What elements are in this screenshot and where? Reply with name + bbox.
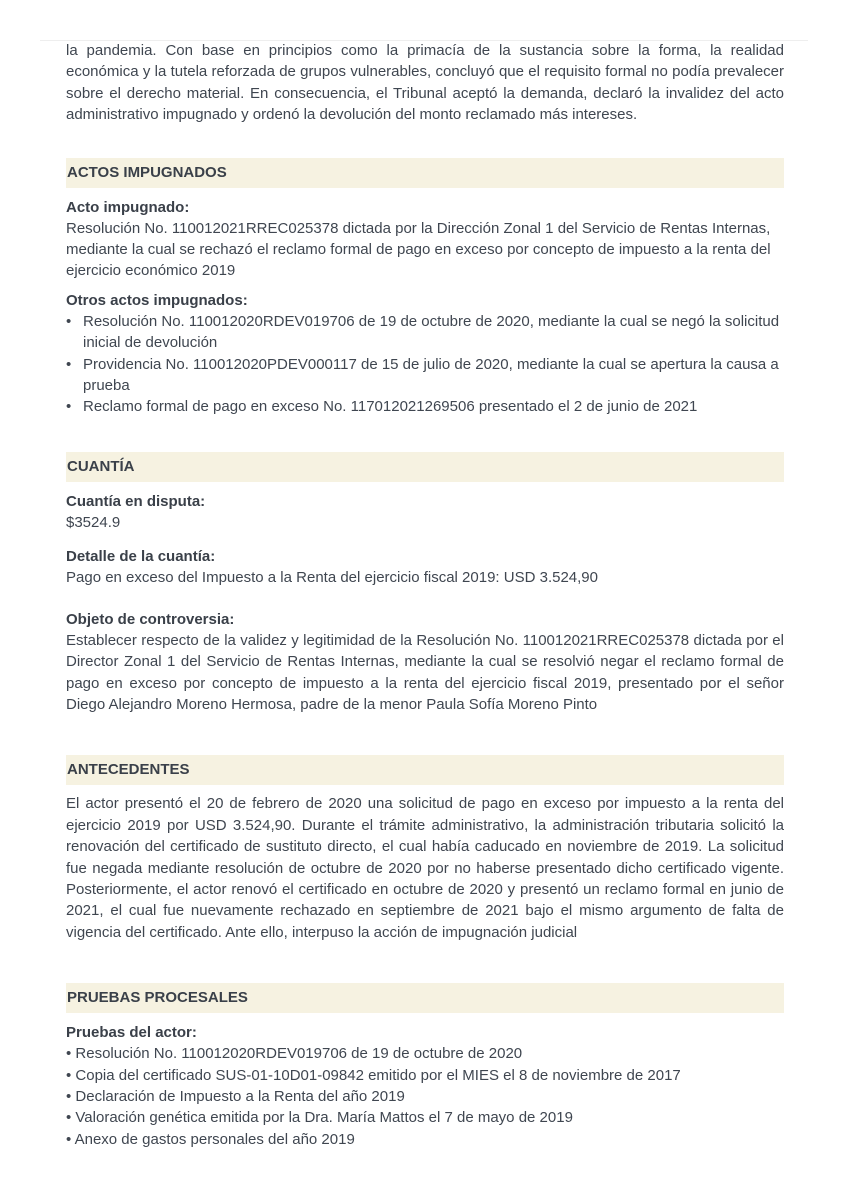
otros-actos-list	[66, 311, 784, 418]
intro-paragraph: la pandemia. Con base en principios como la primacía de la sustancia sobre la forma, la realidad económica y la tutela reforzada de grupos vulnerables, concluyó que el requisito formal no podía prevalecer sobre el derecho material. En consecuencia, el Tribunal aceptó la demanda, declaró la invalidez del acto administrativo impugnado y ordenó la devolución del monto reclamado más intereses.	[66, 42, 784, 124]
pruebas-actor-list	[66, 1043, 784, 1150]
detalle-cuantia-text: Pago en exceso del Impuesto a la Renta del ejercicio fiscal 2019: USD 3.524,90	[66, 569, 598, 587]
document-content	[66, 40, 784, 1150]
section-pruebas-heading: PRUEBAS PROCESALES	[66, 983, 784, 1013]
section-actos-heading: ACTOS IMPUGNADOS	[66, 158, 784, 188]
section-antecedentes-heading: ANTECEDENTES	[66, 755, 784, 785]
section-cuantia-heading: CUANTÍA	[66, 452, 784, 482]
cuantia-disputa-label: Cuantía en disputa:	[66, 492, 206, 510]
pruebas-actor-label: Pruebas del actor:	[66, 1024, 197, 1042]
acto-impugnado-text: Resolución No. 110012021RREC025378 dictada por la Dirección Zonal 1 del Servicio de Rentas Internas, mediante la cual se rechazó el reclamo formal de pago en exceso por concepto de impuesto a la renta del ejercicio económico 2019	[66, 219, 771, 280]
list-item: • Resolución No. 110012020RDEV019706 de 19 de octubre de 2020	[66, 1045, 523, 1063]
acto-impugnado-label: Acto impugnado:	[66, 198, 190, 216]
list-item: • Resolución No. 110012020RDEV019706 de 19 de octubre de 2020, mediante la cual se negó la solicitud inicial de devolución	[66, 312, 780, 352]
cuantia-disputa-value: $3524.9	[66, 513, 121, 531]
antecedentes-text: El actor presentó el 20 de febrero de 2020 una solicitud de pago en exceso por impuesto a la renta del ejercicio 2019 por USD 3.524,90. Durante el trámite administrativo, la administración tributaria solicitó la renovación del certificado de sustituto directo, el cual había caducado en noviembre de 2019. La solicitud fue negada mediante resolución de octubre de 2020 por no haberse presentado dicho certificado vigente. Posteriormente, el actor renovó el certificado en octubre de 2020 y presentó un reclamo formal en junio de 2021, el cual fue nuevamente rechazado en septiembre de 2021 bajo el mismo argumento de falta de vigencia del certificado. Ante ello, interpuso la acción de impugnación judicial	[66, 795, 784, 941]
detalle-cuantia-label: Detalle de la cuantía:	[66, 548, 216, 566]
objeto-controversia-label: Objeto de controversia:	[66, 610, 235, 628]
otros-actos-label: Otros actos impugnados:	[66, 291, 248, 309]
list-item: • Providencia No. 110012020PDEV000117 de 15 de julio de 2020, mediante la cual se apertura la causa a prueba	[66, 355, 779, 395]
objeto-controversia-text: Establecer respecto de la validez y legitimidad de la Resolución No. 110012021RREC025378 dictada por el Director Zonal 1 del Servicio de Rentas Internas, mediante la cual se resolvió negar el reclamo formal de pago en exceso por concepto de impuesto a la renta del ejercicio fiscal 2019, presentado por el señor Diego Alejandro Moreno Hermosa, padre de la menor Paula Sofía Moreno Pinto	[66, 631, 784, 713]
list-item: • Anexo de gastos personales del año 2019	[66, 1130, 355, 1148]
list-item: • Declaración de Impuesto a la Renta del año 2019	[66, 1087, 405, 1105]
list-item: • Valoración genética emitida por la Dra. María Mattos el 7 de mayo de 2019	[66, 1109, 573, 1127]
list-item: • Reclamo formal de pago en exceso No. 117012021269506 presentado el 2 de junio de 2021	[66, 398, 698, 416]
list-item: • Copia del certificado SUS-01-10D01-09842 emitido por el MIES el 8 de noviembre de 2017	[66, 1066, 681, 1084]
